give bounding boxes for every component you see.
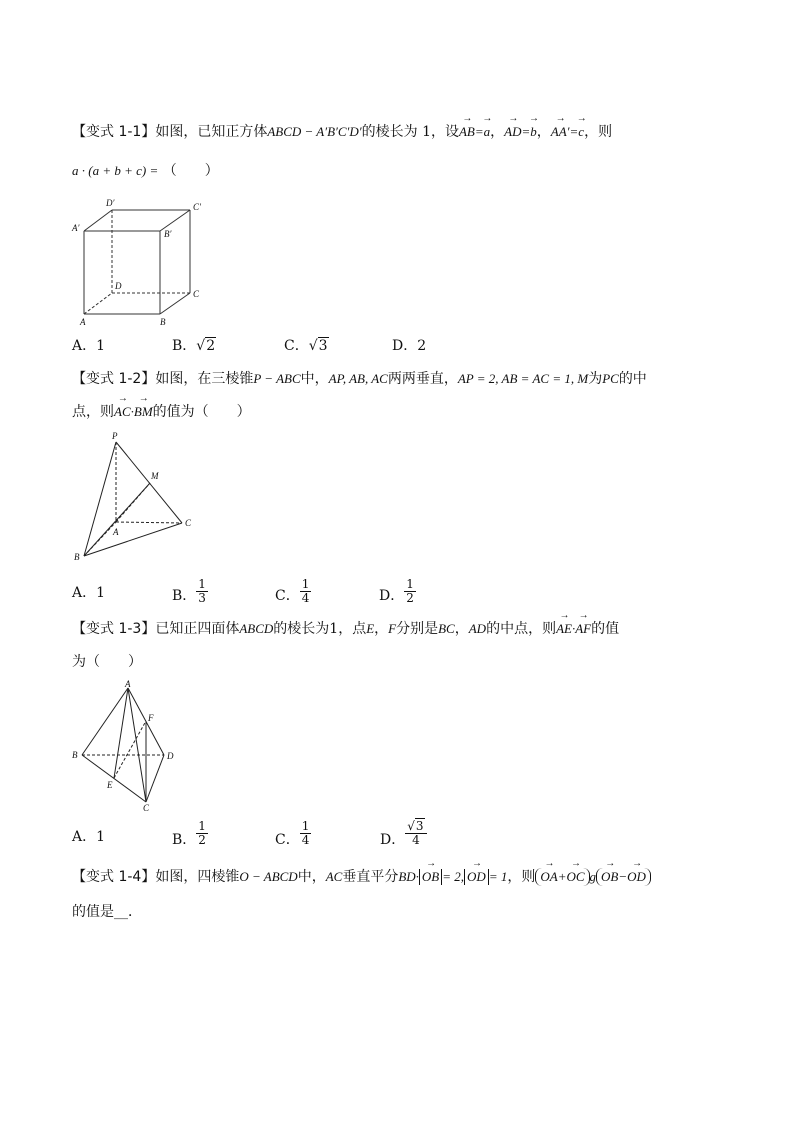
dot-product-expression: a · (a + b + c) = xyxy=(72,163,159,178)
label-B: B xyxy=(74,552,80,562)
label-Bp: B′ xyxy=(164,229,172,239)
question-4-text-2: 的值是__． xyxy=(72,904,142,920)
solid-name: ABCD − A′B′C′D′ xyxy=(267,124,362,139)
question-1-expression xyxy=(72,160,732,182)
question-3-text-2: 为（ ） xyxy=(72,654,142,670)
label-D: D xyxy=(115,281,122,291)
label-D: D xyxy=(167,751,174,761)
question-1-text: 【变式 1-1】如图，已知正方体ABCD − A′B′C′D′的棱长为 1，设→ AB=→ a，→ AD=→ b，→ AA′=→ c，则 xyxy=(72,121,732,143)
label-M: M xyxy=(151,471,159,481)
question-tag: 【变式 1-4】 xyxy=(72,869,156,885)
tetrahedron-figure-3 xyxy=(70,678,190,813)
question-2-text: 【变式 1-2】如图，在三棱锥P − ABC中，AP, AB, AC两两垂直，AP = 2, AB = AC = 1, M为PC的中 xyxy=(72,371,647,387)
option-a[interactable]: A．1 xyxy=(72,338,106,354)
tetrahedron-figure-2 xyxy=(70,428,210,568)
option-d[interactable]: D．2 xyxy=(392,338,427,354)
label-Ap: A′ xyxy=(72,223,80,233)
label-C: C xyxy=(143,803,150,813)
label-A: A xyxy=(80,317,86,327)
option-c[interactable]: C． $\frac{1}{4}$ xyxy=(275,577,310,605)
option-a[interactable]: A．1 xyxy=(72,829,106,845)
label-Dp: D′ xyxy=(106,198,115,208)
label-C: C xyxy=(193,289,200,299)
option-b[interactable]: B． $\frac{1}{2}$ xyxy=(172,819,206,848)
question-3-text: 【变式 1-3】已知正四面体ABCD的棱长为1，点E，F分别是BC，AD的中点，则→ AE·→ AF的值 xyxy=(72,618,732,640)
label-P: P xyxy=(112,431,118,441)
label-A: A xyxy=(113,527,119,537)
question-4-text: 【变式 1-4】如图，四棱锥O − ABCD中，AC垂直平分BD·→ OB = 2,→ OD = 1，则→ OA+→ OC g→ OB−→ OD xyxy=(72,866,732,888)
option-c[interactable]: C． $\frac{1}{4}$ xyxy=(275,819,310,848)
label-B: B xyxy=(160,317,166,327)
answer-blank[interactable]: __． xyxy=(114,904,142,920)
option-b[interactable]: B． $\frac{1}{3}$ xyxy=(172,577,206,605)
question-tag: 【变式 1-3】 xyxy=(72,621,156,637)
option-c[interactable]: C．√3 xyxy=(284,338,328,354)
label-E: E xyxy=(107,780,113,790)
question-tag: 【变式 1-1】 xyxy=(72,124,156,140)
cube-figure xyxy=(70,198,210,328)
answer-blank: （ ） xyxy=(162,163,219,179)
option-d[interactable]: D． $\frac{1}{2}$ xyxy=(379,577,414,605)
label-F: F xyxy=(148,713,154,723)
option-d[interactable]: D． $\frac{√3}{4}$ xyxy=(380,820,427,847)
question-2-text-2: 点，则→ AC·→ BM的值为（ ） xyxy=(72,401,732,423)
label-Cp: C′ xyxy=(193,202,201,212)
question-tag: 【变式 1-2】 xyxy=(72,371,156,387)
option-a[interactable]: A．1 xyxy=(72,585,106,601)
label-C: C xyxy=(185,518,192,528)
option-b[interactable]: B．√2 xyxy=(172,338,216,354)
label-B: B xyxy=(72,750,78,760)
label-A: A xyxy=(125,679,131,689)
